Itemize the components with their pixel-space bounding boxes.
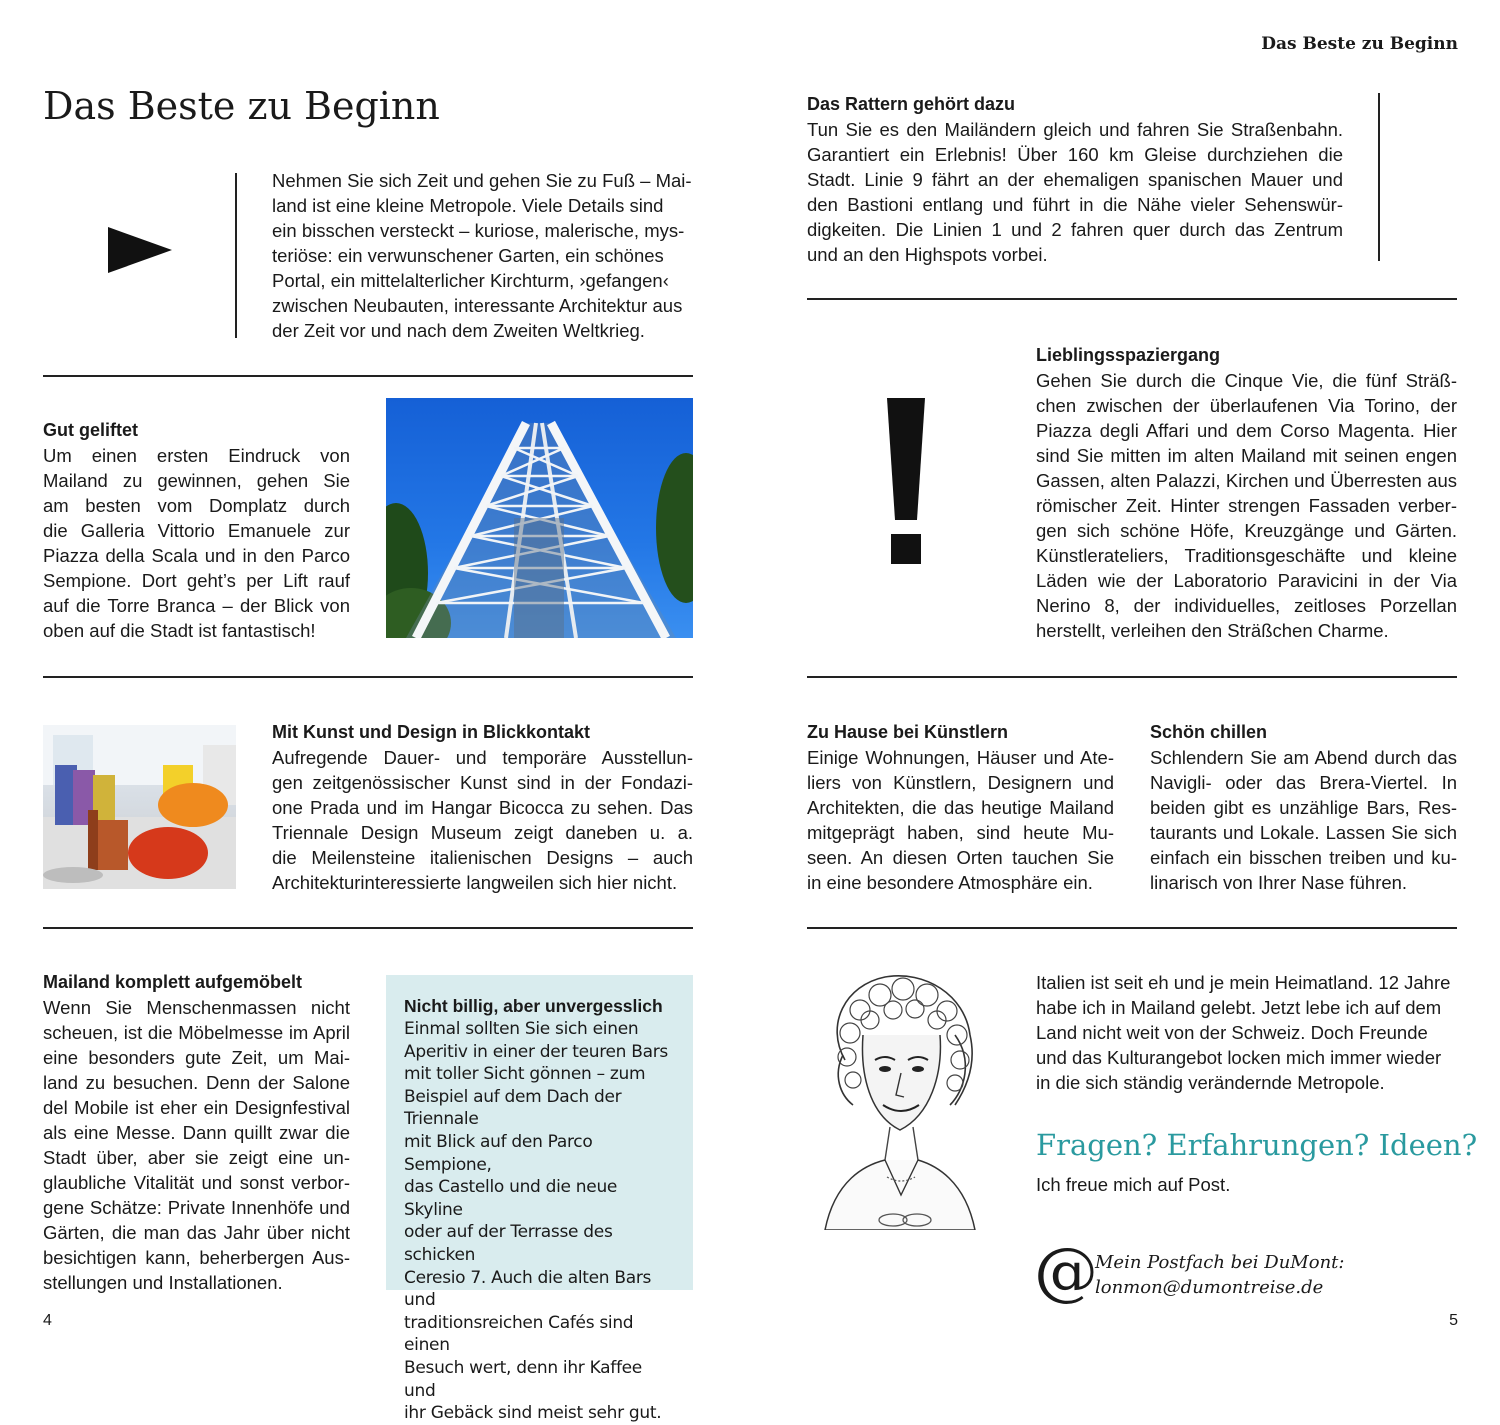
rattern-vertical-rule	[1378, 93, 1380, 261]
body-line: one Prada und im Hangar Bicocca zu sehen. Das	[272, 797, 693, 818]
body-line: Gehen Sie durch die Cinque Vie, die fünf Sträß-	[1036, 370, 1457, 391]
page-number-left: 4	[43, 1312, 52, 1329]
section-divider	[807, 298, 1457, 300]
intro-vertical-rule	[235, 173, 237, 338]
body-line: beiden gibt es unzählige Bars, Res-	[1150, 797, 1457, 818]
body-line: gene Schätze: Private Innenhöfe und	[43, 1197, 350, 1218]
page-title: Das Beste zu Beginn	[43, 84, 440, 128]
tip-line: das Castello und die neue Skyline	[404, 1177, 618, 1220]
section-divider	[43, 375, 693, 377]
body-line: besichtigen kann, beherbergen Aus-	[43, 1247, 350, 1268]
design-museum-photo	[43, 725, 236, 889]
body-line: Triennale Design Museum zeigt daneben u. a.	[272, 822, 693, 843]
section-lieblingsspaziergang	[1036, 343, 1457, 643]
body-line: Piazza della Scala und in den Parco	[43, 545, 350, 566]
section-heading: Lieblingsspaziergang	[1036, 345, 1221, 365]
section-heading: Schön chillen	[1150, 722, 1268, 742]
body-line: oben auf die Stadt ist fantastisch!	[43, 620, 316, 641]
body-line: land zu besuchen. Denn der Salone	[43, 1072, 350, 1093]
tip-line: Beispiel auf dem Dach der Triennale	[404, 1086, 622, 1130]
tip-line: Aperitiv in einer der teuren Bars	[404, 1041, 668, 1062]
body-line: einfach ein bisschen treiben und ku-	[1150, 847, 1457, 868]
section-divider	[43, 927, 693, 929]
body-line: Stadt über, aber sie zeigt eine un-	[43, 1147, 350, 1168]
section-heading: Zu Hause bei Künstlern	[807, 722, 1009, 742]
contact-invite: Ich freue mich auf Post.	[1036, 1174, 1231, 1195]
section-heading: Mailand komplett aufgemöbelt	[43, 972, 303, 992]
tip-line: Ceresio 7. Auch die alten Bars und	[404, 1267, 652, 1311]
tip-heading: Nicht billig, aber unvergesslich	[404, 996, 663, 1016]
intro-text	[272, 168, 692, 343]
tip-line: Besuch wert, denn ihr Kaffee und	[404, 1357, 642, 1401]
body-line: Künstlerateliers, Traditionsgeschäfte und kleine	[1036, 545, 1457, 566]
section-heading: Mit Kunst und Design in Blickkontakt	[272, 722, 591, 742]
body-line: herstellt, verleihen den Sträßchen Charme.	[1036, 620, 1389, 641]
body-line: gen sich schöne Höfe, Kreuzgänge und Gärten.	[1036, 520, 1457, 541]
tip-line: Einmal sollten Sie sich einen	[404, 1019, 639, 1039]
body-line: Tun Sie es den Mailändern gleich und fahren Sie Straßenbahn.	[807, 119, 1343, 140]
body-line: Gassen, alten Palazzi, Kirchen und Überresten aus	[1036, 470, 1457, 491]
body-line: und an den Highspots vorbei.	[807, 244, 1048, 265]
body-line: römischer Zeit. Hinter strengen Fassaden verber-	[1036, 495, 1457, 516]
body-line: Navigli- oder das Brera-Viertel. In	[1150, 772, 1457, 793]
author-line: Land nicht weit von der Schweiz. Doch Freunde	[1036, 1022, 1428, 1043]
intro-line: teriöse: ein verwunschener Garten, ein schönes	[272, 245, 664, 266]
body-line: eine besonders gute Zeit, um Mai-	[43, 1047, 350, 1068]
body-line: Wenn Sie Menschenmassen nicht	[43, 997, 350, 1018]
contact-question: Fragen? Erfahrungen? Ideen?	[1036, 1128, 1478, 1162]
body-line: in eine besondere Atmosphäre ein.	[807, 872, 1093, 893]
body-line: Sempione. Dort geht’s per Lift rauf	[43, 570, 350, 591]
body-line: Aufregende Dauer- und temporäre Ausstellun-	[272, 747, 693, 768]
body-line: am besten vom Domplatz durch	[43, 495, 350, 516]
body-line: als eine Messe. Dann quillt zwar die	[43, 1122, 350, 1143]
body-line: scheuen, ist die Möbelmesse im April	[43, 1022, 350, 1043]
body-line: die Meilensteine italienischen Designs – auch	[272, 847, 693, 868]
body-line: liers von Künstlern, Designern und	[807, 772, 1114, 793]
section-kunst-design	[272, 720, 693, 895]
postbox	[1095, 1250, 1344, 1300]
section-heading: Gut geliftet	[43, 420, 138, 440]
body-line: gen zeitgenössischer Kunst sind in der Fondazi-	[272, 772, 693, 793]
body-line: Einige Wohnungen, Häuser und Ate-	[807, 747, 1114, 768]
torre-branca-photo	[386, 398, 693, 638]
section-gut-geliftet	[43, 418, 350, 643]
intro-line: ein bisschen versteckt – kuriose, malerische, mys-	[272, 220, 685, 241]
tip-line: ihr Gebäck sind meist sehr gut.	[404, 1403, 662, 1424]
running-head: Das Beste zu Beginn	[1261, 34, 1458, 54]
body-line: Stadt. Linie 9 fährt an der ehemaligen spanischen Mauer und	[807, 169, 1343, 190]
intro-line: zwischen Neubauten, interessante Architektur aus	[272, 295, 683, 316]
at-sign-icon: @	[1034, 1235, 1098, 1309]
body-line: stellungen und Installationen.	[43, 1272, 283, 1293]
section-divider	[807, 676, 1457, 678]
body-line: Gärten, die man das Jahr über nicht	[43, 1222, 350, 1243]
section-divider	[807, 927, 1457, 929]
section-kuenstler	[807, 720, 1114, 895]
section-divider	[43, 676, 693, 678]
tip-line: mit toller Sicht gönnen – zum	[404, 1064, 646, 1085]
body-line: seen. An diesen Orten tauchen Sie	[807, 847, 1114, 868]
tip-line: traditionsreichen Cafés sind einen	[404, 1312, 634, 1356]
body-line: Schlendern Sie am Abend durch das	[1150, 747, 1457, 768]
body-line: digkeiten. Die Linien 1 und 2 fahren quer durch das Zentrum	[807, 219, 1343, 240]
section-moebel	[43, 970, 350, 1295]
intro-line: Portal, ein mittelalterlicher Kirchturm, ›gefangen‹	[272, 270, 669, 291]
tip-box	[386, 975, 693, 1424]
body-line: den Bastioni entlang und führt in die Nähe vieler Sehenswür-	[807, 194, 1343, 215]
body-line: Läden wie der Laboratorio Paravicini in der Via	[1036, 570, 1457, 591]
tip-line: oder auf der Terrasse des schicken	[404, 1222, 613, 1265]
author-line: in die sich ständig verändernde Metropole.	[1036, 1072, 1385, 1093]
page-number-right: 5	[1449, 1312, 1458, 1329]
body-line: Nerino 8, der individuelles, zeitloses Porzellan	[1036, 595, 1457, 616]
body-line: Piazza degli Affari und dem Corso Magenta. Hier	[1036, 420, 1457, 441]
body-line: Architekturinteressierte langweilen sich hier nicht.	[272, 872, 678, 893]
body-line: taurants und Lokale. Lassen Sie sich	[1150, 822, 1457, 843]
body-line: die Galleria Vittorio Emanuele zur	[43, 520, 350, 541]
email-link[interactable]: lonmon@dumontreise.de	[1095, 1277, 1324, 1298]
tip-line: mit Blick auf den Parco Sempione,	[404, 1131, 593, 1175]
body-line: del Mobile ist eher ein Designfestival	[43, 1097, 350, 1118]
body-line: sind Sie mitten im alten Mailand mit seinen engen	[1036, 445, 1457, 466]
intro-line: Nehmen Sie sich Zeit und gehen Sie zu Fuß – Mai-	[272, 170, 692, 191]
intro-line: der Zeit vor und nach dem Zweiten Weltkrieg.	[272, 320, 645, 341]
body-line: Architekten, die das heutige Mailand	[807, 797, 1114, 818]
body-line: glaubliche Vitalität und sonst verbor-	[43, 1172, 350, 1193]
section-rattern	[807, 92, 1343, 267]
intro-line: land ist eine kleine Metropole. Viele Details sind	[272, 195, 664, 216]
author-line: habe ich in Mailand gelebt. Jetzt lebe ich auf dem	[1036, 997, 1442, 1018]
body-line: auf die Torre Branca – der Blick von	[43, 595, 350, 616]
author-text	[1036, 970, 1457, 1095]
arrow-right-flag-icon	[106, 225, 174, 275]
section-chillen	[1150, 720, 1457, 895]
body-line: Garantiert ein Erlebnis! Über 160 km Gleise durchziehen die	[807, 144, 1343, 165]
body-line: chen zwischen der überlaufenen Via Torino, der	[1036, 395, 1457, 416]
author-line: und das Kulturangebot locken mich immer wieder	[1036, 1047, 1442, 1068]
body-line: linarisch von Ihrer Nase führen.	[1150, 872, 1408, 893]
exclamation-icon	[883, 398, 929, 566]
body-line: Mailand zu gewinnen, gehen Sie	[43, 470, 350, 491]
body-line: Um einen ersten Eindruck von	[43, 445, 350, 466]
author-portrait	[805, 965, 990, 1230]
body-line: mitgeprägt haben, sind heute Mu-	[807, 822, 1114, 843]
section-heading: Das Rattern gehört dazu	[807, 94, 1016, 114]
postbox-label: Mein Postfach bei DuMont:	[1095, 1252, 1345, 1273]
author-line: Italien ist seit eh und je mein Heimatland. 12 Jahre	[1036, 972, 1451, 993]
